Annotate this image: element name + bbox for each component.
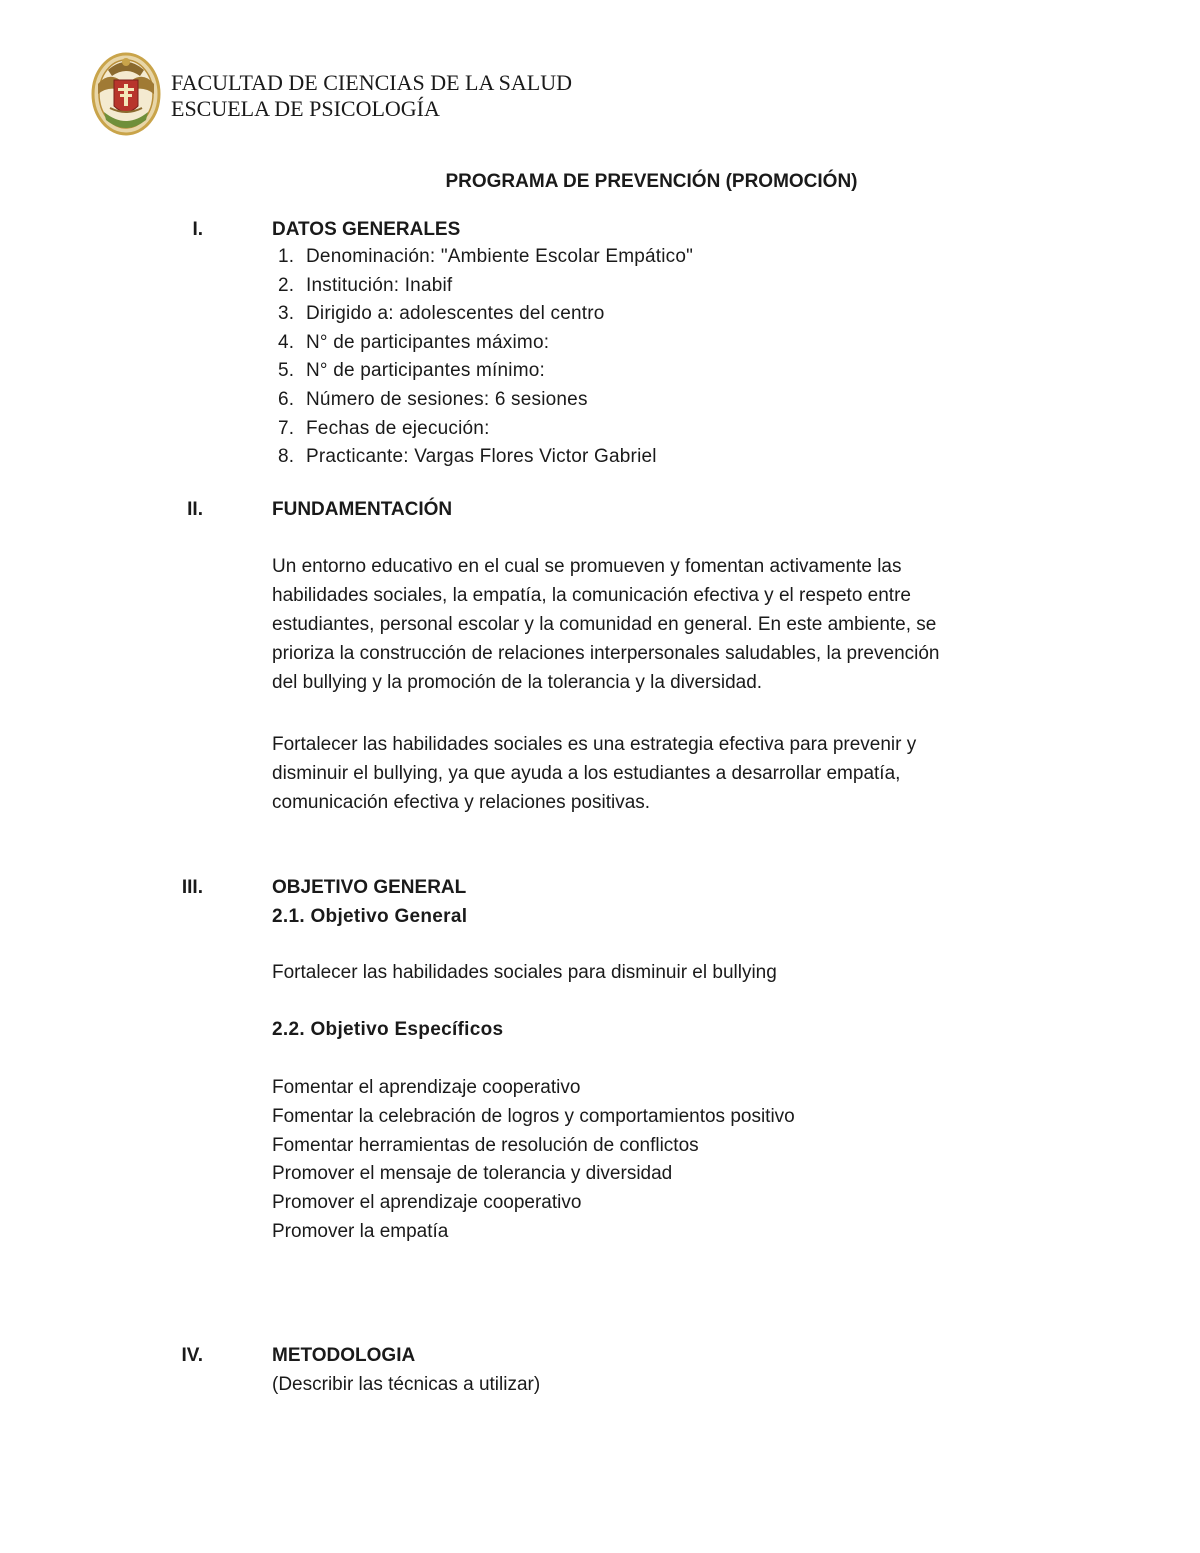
list-item-text: Fechas de ejecución: <box>306 417 490 439</box>
list-item <box>278 415 693 444</box>
paragraph-line: Fortalecer las habilidades sociales es una estrategia efectiva para prevenir y <box>272 734 917 755</box>
list-item: Fomentar herramientas de resolución de conflictos <box>272 1134 699 1156</box>
list-item <box>278 243 693 272</box>
objetivo-general-text: Fortalecer las habilidades sociales para disminuir el bullying <box>272 962 777 983</box>
list-item <box>278 300 693 329</box>
list-item-text: Dirigido a: adolescentes del centro <box>306 303 605 325</box>
list-item: Promover el aprendizaje cooperativo <box>272 1192 582 1214</box>
list-item <box>278 272 693 301</box>
list-item-text: Institución: Inabif <box>306 274 453 296</box>
fundamentacion-paragraph-2 <box>272 730 1052 817</box>
list-item-number: 8. <box>278 446 295 468</box>
header-faculty: FACULTAD DE CIENCIAS DE LA SALUD <box>171 70 572 95</box>
section-4-heading: METODOLOGIA <box>272 1345 416 1366</box>
document-title: PROGRAMA DE PREVENCIÓN (PROMOCIÓN) <box>445 171 858 192</box>
list-item-number: 4. <box>278 331 295 353</box>
header-institution <box>171 70 572 122</box>
section-2-heading: FUNDAMENTACIÓN <box>272 499 453 520</box>
paragraph-line: Un entorno educativo en el cual se promueven y fomentan activamente las <box>272 556 902 577</box>
section-3-number: III. <box>181 877 203 898</box>
metodologia-note: (Describir las técnicas a utilizar) <box>272 1374 541 1395</box>
specific-objectives-list <box>272 1074 795 1247</box>
paragraph-line: prioriza la construcción de relaciones interpersonales saludables, la prevención <box>272 643 940 664</box>
list-item-text: Practicante: Vargas Flores Victor Gabriel <box>306 446 657 468</box>
objetivo-general-subheading: 2.1. Objetivo General <box>272 906 468 927</box>
objetivos-especificos-subheading: 2.2. Objetivo Específicos <box>272 1019 504 1040</box>
header-school: ESCUELA DE PSICOLOGÍA <box>171 96 440 121</box>
list-item-text: N° de participantes máximo: <box>306 331 550 353</box>
paragraph-line: disminuir el bullying, ya que ayuda a los estudiantes a desarrollar empatía, <box>272 763 901 784</box>
list-item-number: 3. <box>278 303 295 325</box>
paragraph-line: habilidades sociales, la empatía, la comunicación efectiva y el respeto entre <box>272 585 911 606</box>
list-item-text: Denominación: "Ambiente Escolar Empático" <box>306 246 694 267</box>
general-data-list <box>278 243 693 472</box>
list-item-number: 1. <box>278 246 295 267</box>
section-4-number: IV. <box>181 1345 203 1366</box>
section-2-number: II. <box>187 499 203 520</box>
paragraph-line: comunicación efectiva y relaciones positivas. <box>272 792 651 813</box>
list-item: Fomentar el aprendizaje cooperativo <box>272 1077 581 1098</box>
list-item-number: 7. <box>278 417 295 439</box>
paragraph-line: estudiantes, personal escolar y la comunidad en general. En este ambiente, se <box>272 614 937 635</box>
list-item-text: N° de participantes mínimo: <box>306 360 545 382</box>
list-item <box>278 357 693 386</box>
list-item <box>278 443 693 472</box>
section-3-heading: OBJETIVO GENERAL <box>272 877 467 898</box>
section-1-heading: DATOS GENERALES <box>272 219 461 240</box>
university-seal-logo <box>90 50 162 136</box>
fundamentacion-paragraph-1 <box>272 552 1052 697</box>
list-item-text: Número de sesiones: 6 sesiones <box>306 388 588 410</box>
list-item: Promover la empatía <box>272 1220 449 1242</box>
list-item-number: 2. <box>278 274 295 296</box>
list-item: Promover el mensaje de tolerancia y diversidad <box>272 1163 673 1185</box>
list-item <box>278 329 693 358</box>
list-item: Fomentar la celebración de logros y comportamientos positivo <box>272 1105 795 1127</box>
paragraph-line: del bullying y la promoción de la tolerancia y la diversidad. <box>272 672 763 693</box>
section-1-number: I. <box>192 219 203 240</box>
list-item-number: 5. <box>278 360 295 382</box>
list-item-number: 6. <box>278 388 295 410</box>
list-item <box>278 386 693 415</box>
